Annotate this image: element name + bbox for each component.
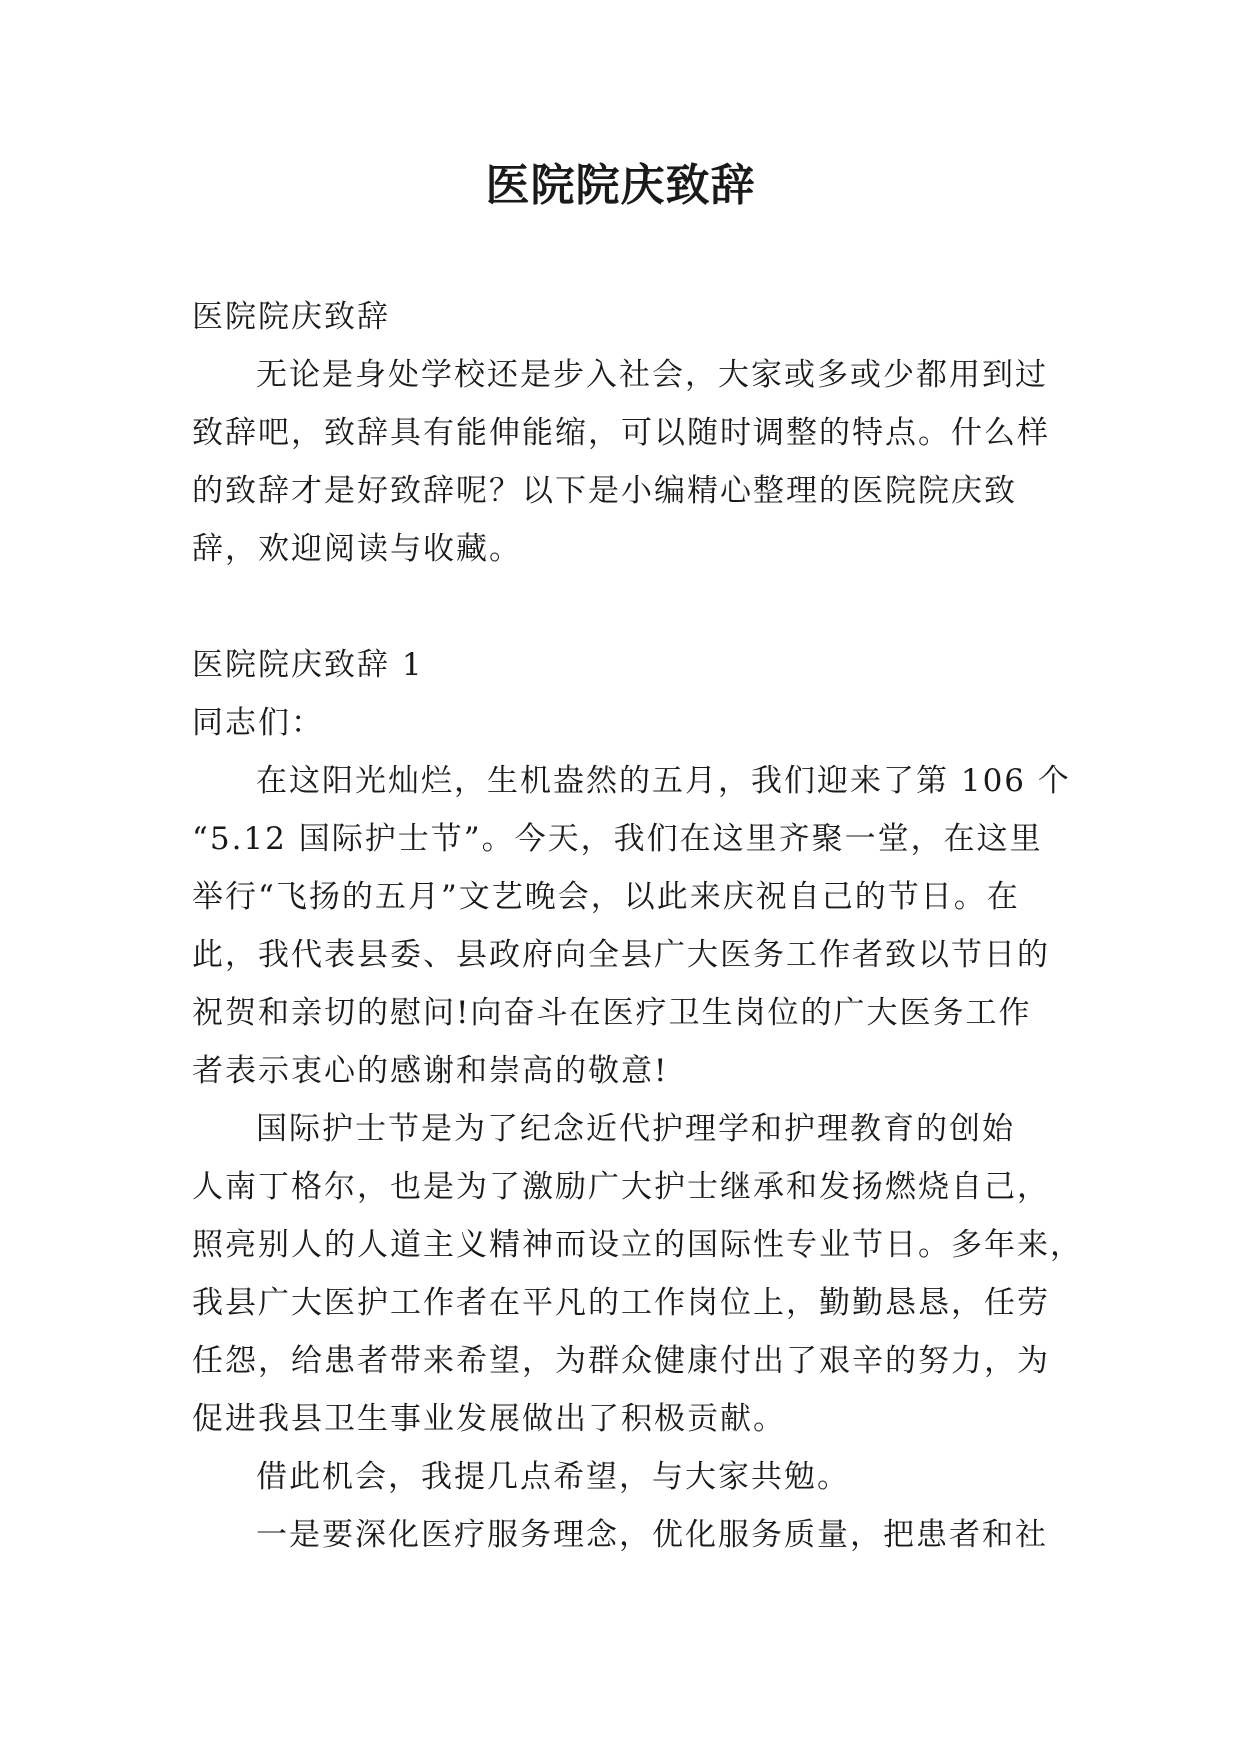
- paragraph-line: 我县广大医护工作者在平凡的工作岗位上，勤勤恳恳，任劳: [192, 1285, 1050, 1321]
- intro-line: 的致辞才是好致辞呢？以下是小编精心整理的医院院庆致: [192, 473, 1017, 509]
- paragraph-line: 举行“飞扬的五月”文艺晚会，以此来庆祝自己的节日。在: [192, 879, 1020, 915]
- intro-line: 致辞吧，致辞具有能伸能缩，可以随时调整的特点。什么样: [192, 415, 1050, 451]
- intro-line: 辞，欢迎阅读与收藏。: [192, 531, 522, 567]
- speech-heading: 医院院庆致辞 1: [192, 647, 424, 683]
- document-title: 医院院庆致辞: [485, 160, 756, 211]
- paragraph-line: 借此机会，我提几点希望，与大家共勉。: [256, 1459, 850, 1495]
- paragraph-line: 国际护士节是为了纪念近代护理学和护理教育的创始: [256, 1111, 1015, 1147]
- paragraph-line: 祝贺和亲切的慰问!向奋斗在医疗卫生岗位的广大医务工作: [192, 995, 1032, 1031]
- paragraph-line: 促进我县卫生事业发展做出了积极贡献。: [192, 1401, 786, 1437]
- spacer: [192, 578, 1050, 636]
- paragraph-line: 此，我代表县委、县政府向全县广大医务工作者致以节日的: [192, 937, 1050, 973]
- paragraph-line: 者表示衷心的感谢和崇高的敬意!: [192, 1053, 669, 1089]
- paragraph-line: 任怨，给患者带来希望，为群众健康付出了艰辛的努力，为: [192, 1343, 1050, 1379]
- paragraph-line: “5.12 国际护士节”。今天，我们在这里齐聚一堂，在这里: [192, 821, 1043, 857]
- paragraph-line: 照亮别人的人道主义精神而设立的国际性专业节日。多年来，: [192, 1227, 1083, 1263]
- paragraph-line: 人南丁格尔，也是为了激励广大护士继承和发扬燃烧自己，: [192, 1169, 1050, 1205]
- paragraph-line: 一是要深化医疗服务理念，优化服务质量，把患者和社: [256, 1517, 1048, 1553]
- intro-line: 无论是身处学校还是步入社会，大家或多或少都用到过: [256, 357, 1048, 393]
- section-heading: 医院院庆致辞: [192, 299, 390, 335]
- salutation: 同志们：: [192, 705, 324, 741]
- paragraph-line: 在这阳光灿烂，生机盎然的五月，我们迎来了第 106 个: [256, 763, 1071, 799]
- document-body: [192, 288, 1083, 1564]
